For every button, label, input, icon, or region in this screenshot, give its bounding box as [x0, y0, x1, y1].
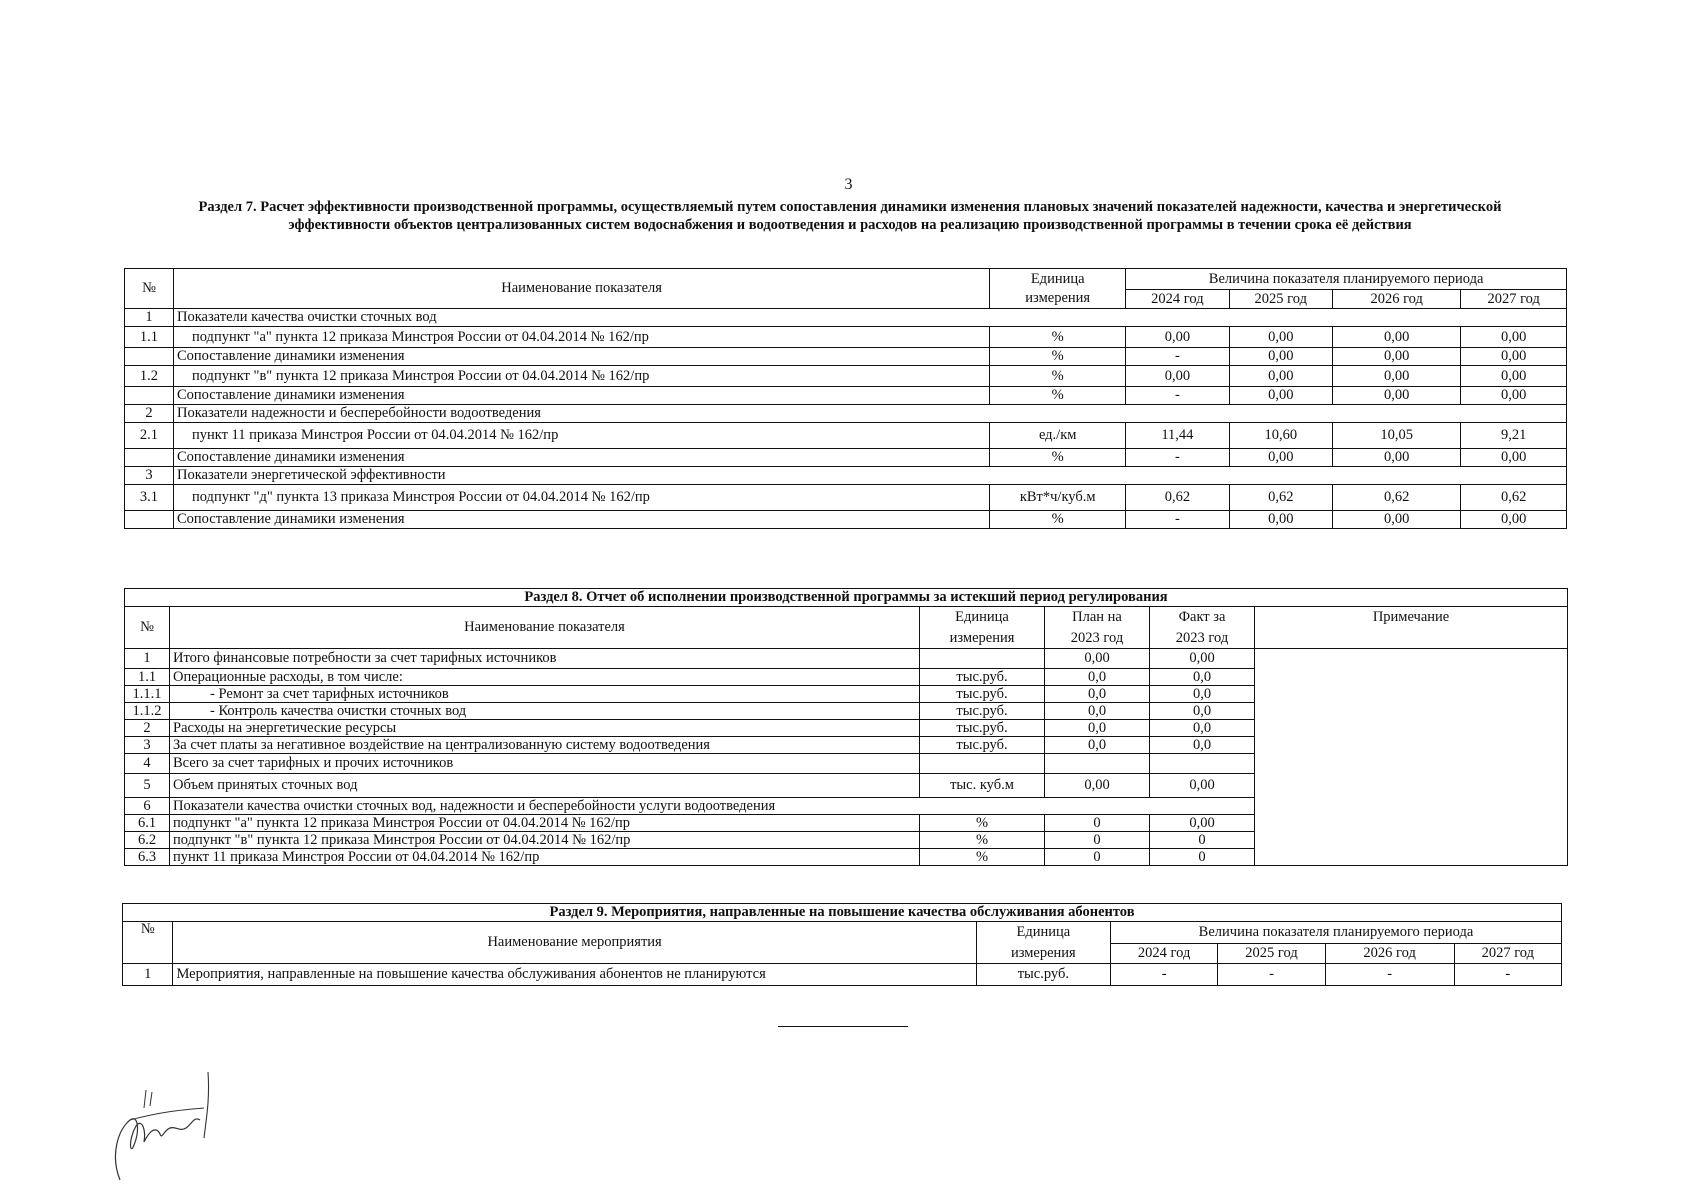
- table-row: [125, 405, 1567, 423]
- col-header-year-2025: 2025 год: [1229, 290, 1332, 309]
- row-unit: %: [990, 366, 1126, 387]
- row-name: Сопоставление динамики изменения: [173, 511, 989, 529]
- value-2025: -: [1218, 964, 1325, 986]
- row-num: 3: [125, 467, 174, 485]
- value-2026: 10,05: [1332, 423, 1460, 449]
- row-num: 1: [123, 964, 173, 986]
- row-unit: %: [920, 815, 1045, 832]
- row-fact: [1150, 754, 1255, 774]
- col-header-unit-line1: Единица: [990, 269, 1126, 290]
- row-num: 5: [125, 774, 170, 798]
- row-unit: тыс. куб.м: [920, 774, 1045, 798]
- row-name: Всего за счет тарифных и прочих источников: [170, 754, 920, 774]
- note-cell: [1255, 649, 1568, 866]
- value-2026: 0,00: [1332, 387, 1460, 405]
- row-fact: 0,0: [1150, 669, 1255, 686]
- row-num: 2: [125, 720, 170, 737]
- col-header-year-2025: 2025 год: [1218, 944, 1325, 964]
- row-num: 1: [125, 309, 174, 327]
- value-2027: 0,00: [1461, 327, 1567, 348]
- value-2024: 11,44: [1126, 423, 1229, 449]
- value-2026: 0,00: [1332, 366, 1460, 387]
- row-name: подпункт "д" пункта 13 приказа Минстроя России от 04.04.2014 № 162/пр: [173, 485, 989, 511]
- col-header-period: Величина показателя планируемого периода: [1110, 922, 1561, 944]
- row-name: подпункт "в" пункта 12 приказа Минстроя России от 04.04.2014 № 162/пр: [173, 366, 989, 387]
- row-plan: 0: [1045, 832, 1150, 849]
- table-row: [125, 511, 1567, 529]
- row-name: Итого финансовые потребности за счет тарифных источников: [170, 649, 920, 669]
- value-2025: 10,60: [1229, 423, 1332, 449]
- row-num: [125, 348, 174, 366]
- row-plan: [1045, 754, 1150, 774]
- value-2024: -: [1126, 348, 1229, 366]
- row-name: - Контроль качества очистки сточных вод: [170, 703, 920, 720]
- value-2024: 0,62: [1126, 485, 1229, 511]
- value-2024: 0,00: [1126, 366, 1229, 387]
- section-8-heading: Раздел 8. Отчет об исполнении производственной программы за истекший период регулирования: [125, 589, 1568, 607]
- row-num: 3.1: [125, 485, 174, 511]
- value-2024: 0,00: [1126, 327, 1229, 348]
- table-row: [125, 423, 1567, 449]
- row-unit: тыс.руб.: [976, 964, 1110, 986]
- col-header-plan-line1: План на: [1045, 607, 1150, 629]
- row-unit: кВт*ч/куб.м: [990, 485, 1126, 511]
- col-header-year-2027: 2027 год: [1461, 290, 1567, 309]
- row-unit: [920, 754, 1045, 774]
- row-num: 6: [125, 798, 170, 815]
- row-fact: 0,00: [1150, 649, 1255, 669]
- bottom-divider: [778, 1026, 908, 1027]
- row-num: 6.3: [125, 849, 170, 866]
- value-2026: 0,00: [1332, 327, 1460, 348]
- value-2027: 0,62: [1461, 485, 1567, 511]
- value-2024: -: [1126, 511, 1229, 529]
- table-row: [125, 387, 1567, 405]
- col-header-num: №: [125, 269, 174, 309]
- row-num: 2.1: [125, 423, 174, 449]
- section-8-table: [124, 588, 1568, 866]
- row-plan: 0: [1045, 815, 1150, 832]
- col-header-year-2024: 2024 год: [1126, 290, 1229, 309]
- row-num: 1: [125, 649, 170, 669]
- table-row: [125, 449, 1567, 467]
- row-name: - Ремонт за счет тарифных источников: [170, 686, 920, 703]
- row-unit: тыс.руб.: [920, 737, 1045, 754]
- row-plan: 0,0: [1045, 686, 1150, 703]
- value-2025: 0,00: [1229, 327, 1332, 348]
- row-num: 3: [125, 737, 170, 754]
- value-2027: 0,00: [1461, 348, 1567, 366]
- value-2025: 0,62: [1229, 485, 1332, 511]
- row-name: За счет платы за негативное воздействие на централизованную систему водоотведения: [170, 737, 920, 754]
- row-unit: %: [990, 449, 1126, 467]
- table-row: [125, 327, 1567, 348]
- row-name: Мероприятия, направленные на повышение качества обслуживания абонентов не планируются: [173, 964, 976, 986]
- value-2025: 0,00: [1229, 348, 1332, 366]
- row-unit: %: [990, 387, 1126, 405]
- row-num: 1.1.1: [125, 686, 170, 703]
- section-8-header-row: [125, 607, 1568, 629]
- value-2026: 0,00: [1332, 348, 1460, 366]
- row-num: 1.1: [125, 327, 174, 348]
- row-name: Объем принятых сточных вод: [170, 774, 920, 798]
- row-name: Показатели качества очистки сточных вод, надежности и бесперебойности услуги водоотведения: [170, 798, 1255, 815]
- row-unit: %: [990, 327, 1126, 348]
- row-unit: тыс.руб.: [920, 669, 1045, 686]
- col-header-unit-line1: Единица: [920, 607, 1045, 629]
- row-num: [125, 387, 174, 405]
- row-name: Сопоставление динамики изменения: [173, 348, 989, 366]
- row-name: пункт 11 приказа Минстроя России от 04.04.2014 № 162/пр: [170, 849, 920, 866]
- row-num: [125, 511, 174, 529]
- row-num: 1.1: [125, 669, 170, 686]
- row-name: подпункт "а" пункта 12 приказа Минстроя России от 04.04.2014 № 162/пр: [173, 327, 989, 348]
- row-unit: %: [990, 348, 1126, 366]
- col-header-name: Наименование мероприятия: [173, 922, 976, 964]
- row-num: 2: [125, 405, 174, 423]
- row-fact: 0,00: [1150, 774, 1255, 798]
- value-2025: 0,00: [1229, 511, 1332, 529]
- row-unit: %: [990, 511, 1126, 529]
- col-header-period: Величина показателя планируемого периода: [1126, 269, 1567, 290]
- section-9-heading: Раздел 9. Мероприятия, направленные на повышение качества обслуживания абонентов: [123, 904, 1562, 922]
- col-header-name: Наименование показателя: [170, 607, 920, 649]
- col-header-fact-line1: Факт за: [1150, 607, 1255, 629]
- col-header-year-2026: 2026 год: [1325, 944, 1454, 964]
- col-header-unit-line2: измерения: [976, 944, 1110, 964]
- section-7-table: [124, 268, 1567, 529]
- row-name: Показатели энергетической эффективности: [173, 467, 1566, 485]
- row-plan: 0: [1045, 849, 1150, 866]
- col-header-num: №: [125, 607, 170, 649]
- value-2026: 0,00: [1332, 511, 1460, 529]
- row-unit: [920, 649, 1045, 669]
- row-plan: 0,00: [1045, 774, 1150, 798]
- value-2025: 0,00: [1229, 366, 1332, 387]
- row-name: подпункт "а" пункта 12 приказа Минстроя России от 04.04.2014 № 162/пр: [170, 815, 920, 832]
- row-unit: ед./км: [990, 423, 1126, 449]
- value-2025: 0,00: [1229, 449, 1332, 467]
- row-name: Показатели надежности и бесперебойности водоотведения: [173, 405, 1566, 423]
- value-2024: -: [1126, 449, 1229, 467]
- page-number: 3: [844, 176, 853, 193]
- section-7-heading: Раздел 7. Расчет эффективности производственной программы, осуществляемый путем сопоставления динамики изменения плановых значений показателей надежности, качества и энергетической эффективности объектов централизованных систем водоснабжения и водоотведения и расходов на реализацию производственной программы в течении срока её действия: [198, 199, 1502, 233]
- value-2026: 0,00: [1332, 449, 1460, 467]
- row-unit: тыс.руб.: [920, 720, 1045, 737]
- row-unit: тыс.руб.: [920, 703, 1045, 720]
- table-row: [123, 964, 1562, 986]
- col-header-year-2024: 2024 год: [1110, 944, 1217, 964]
- col-header-unit-line1: Единица: [976, 922, 1110, 944]
- table-row: [125, 366, 1567, 387]
- col-header-num: №: [123, 922, 173, 964]
- row-num: [125, 449, 174, 467]
- col-header-fact-line2: 2023 год: [1150, 629, 1255, 649]
- section-8-heading-row: [125, 589, 1568, 607]
- row-plan: 0,0: [1045, 737, 1150, 754]
- value-2027: 0,00: [1461, 511, 1567, 529]
- section-7-header-row: [125, 269, 1567, 290]
- col-header-year-2027: 2027 год: [1454, 944, 1561, 964]
- row-fact: 0,00: [1150, 815, 1255, 832]
- col-header-unit-line2: измерения: [920, 629, 1045, 649]
- value-2027: 0,00: [1461, 366, 1567, 387]
- row-num: 4: [125, 754, 170, 774]
- col-header-unit-line2: измерения: [990, 290, 1126, 309]
- row-num: 1.2: [125, 366, 174, 387]
- row-unit: %: [920, 832, 1045, 849]
- section-9-table: [122, 903, 1562, 986]
- value-2027: 0,00: [1461, 387, 1567, 405]
- row-plan: 0,0: [1045, 669, 1150, 686]
- row-num: 6.1: [125, 815, 170, 832]
- row-plan: 0,0: [1045, 720, 1150, 737]
- value-2024: -: [1126, 387, 1229, 405]
- row-unit: %: [920, 849, 1045, 866]
- row-name: пункт 11 приказа Минстроя России от 04.04.2014 № 162/пр: [173, 423, 989, 449]
- row-name: подпункт "в" пункта 12 приказа Минстроя России от 04.04.2014 № 162/пр: [170, 832, 920, 849]
- table-row: [125, 309, 1567, 327]
- col-header-note: Примечание: [1255, 607, 1568, 649]
- value-2024: -: [1110, 964, 1217, 986]
- row-fact: 0,0: [1150, 686, 1255, 703]
- table-row: [125, 348, 1567, 366]
- row-fact: 0,0: [1150, 703, 1255, 720]
- value-2027: 9,21: [1461, 423, 1567, 449]
- row-name: Сопоставление динамики изменения: [173, 387, 989, 405]
- handwritten-signature: [100, 1060, 230, 1190]
- col-header-name: Наименование показателя: [173, 269, 989, 309]
- value-2026: -: [1325, 964, 1454, 986]
- row-fact: 0: [1150, 849, 1255, 866]
- table-row: [125, 485, 1567, 511]
- row-name: Сопоставление динамики изменения: [173, 449, 989, 467]
- row-unit: тыс.руб.: [920, 686, 1045, 703]
- col-header-plan-line2: 2023 год: [1045, 629, 1150, 649]
- row-name: Расходы на энергетические ресурсы: [170, 720, 920, 737]
- row-fact: 0: [1150, 832, 1255, 849]
- value-2027: -: [1454, 964, 1561, 986]
- row-num: 1.1.2: [125, 703, 170, 720]
- section-9-header-row: [123, 922, 1562, 944]
- row-name: Операционные расходы, в том числе:: [170, 669, 920, 686]
- row-plan: 0,00: [1045, 649, 1150, 669]
- table-row: [125, 467, 1567, 485]
- row-name: Показатели качества очистки сточных вод: [173, 309, 1566, 327]
- row-num: 6.2: [125, 832, 170, 849]
- value-2025: 0,00: [1229, 387, 1332, 405]
- value-2026: 0,62: [1332, 485, 1460, 511]
- table-row: [125, 649, 1568, 669]
- row-fact: 0,0: [1150, 737, 1255, 754]
- col-header-year-2026: 2026 год: [1332, 290, 1460, 309]
- section-9-heading-row: [123, 904, 1562, 922]
- row-plan: 0,0: [1045, 703, 1150, 720]
- value-2027: 0,00: [1461, 449, 1567, 467]
- row-fact: 0,0: [1150, 720, 1255, 737]
